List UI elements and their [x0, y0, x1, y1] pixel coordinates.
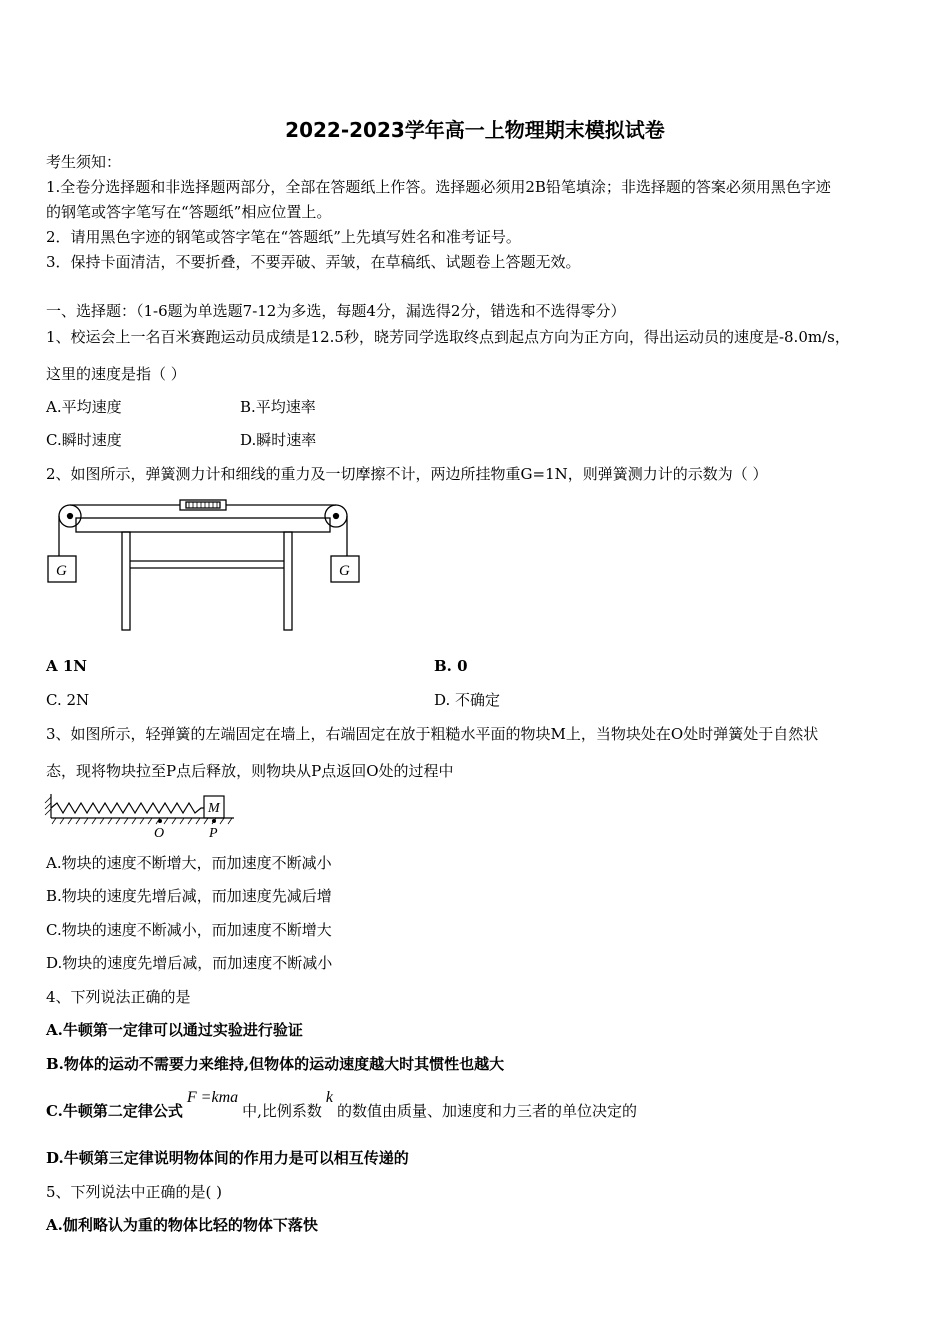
- q5-option-a: A.伽利略认为重的物体比轻的物体下落快: [46, 1216, 318, 1234]
- q1-stem-line1: 1、校运会上一名百米赛跑运动员成绩是12.5秒，晓芳同学选取终点到起点方向为正方向，得出运动员的速度是-8.0m/s，: [46, 328, 850, 346]
- q4-option-c-middle: 中,比例系数: [242, 1102, 322, 1120]
- point-p-label: P: [209, 826, 218, 840]
- q4-option-c-suffix: 的数值由质量、加速度和力三者的单位决定的: [337, 1102, 638, 1120]
- q3-option-c: C.物块的速度不断减小，而加速度不断增大: [46, 921, 332, 939]
- q3-option-a: A.物块的速度不断增大，而加速度不断减小: [46, 854, 332, 872]
- q5-stem: 5、下列说法中正确的是( ): [46, 1183, 223, 1201]
- notice-item-2: 2．请用黑色字迹的钢笔或答字笔在“答题纸”上先填写姓名和准考证号。: [46, 228, 521, 246]
- notice-item-1: 1.全卷分选择题和非选择题两部分，全部在答题纸上作答。选择题必须用2B铅笔填涂；非选择题的答案必须用黑色字迹: [46, 178, 831, 196]
- q1-option-a: A.平均速度: [46, 398, 122, 416]
- q4-option-a: A.牛顿第一定律可以通过实验进行验证: [46, 1021, 303, 1039]
- q3-stem-line1: 3、如图所示，轻弹簧的左端固定在墙上，右端固定在放于粗糙水平面的物块M上，当物块处在O处时弹簧处于自然状: [46, 725, 819, 743]
- q2-option-a: A 1N: [46, 657, 88, 675]
- q4-option-d: D.牛顿第三定律说明物体间的作用力是可以相互传递的: [46, 1149, 409, 1167]
- q2-stem: 2、如图所示，弹簧测力计和细线的重力及一切摩擦不计，两边所挂物重G=1N，则弹簧测力计的示数为（ ）: [46, 465, 768, 483]
- q4-option-c-prefix: C.牛顿第二定律公式: [46, 1102, 183, 1120]
- q3-option-b: B.物块的速度先增后减，而加速度先减后增: [46, 887, 332, 905]
- q3-option-d: D.物块的速度先增后减，而加速度不断减小: [46, 954, 333, 972]
- q3-diagram: [44, 792, 244, 840]
- q2-option-b: B. 0: [434, 657, 468, 675]
- q2-option-d: D. 不确定: [434, 691, 501, 709]
- q1-option-b: B.平均速率: [240, 398, 316, 416]
- notice-item-3: 3．保持卡面清洁，不要折叠，不要弄破、弄皱，在草稿纸、试题卷上答题无效。: [46, 253, 581, 271]
- point-o-label: O: [154, 826, 165, 840]
- q4-formula: F =kma: [186, 1089, 239, 1106]
- section-heading: 一、选择题：（1-6题为单选题7-12为多选，每题4分，漏选得2分，错选和不选得零分）: [46, 302, 626, 320]
- q1-stem-line2: 这里的速度是指（ ）: [46, 365, 186, 383]
- notice-heading: 考生须知：: [46, 153, 122, 171]
- q1-option-d: D.瞬时速率: [240, 431, 317, 449]
- weight-label-right: G: [339, 563, 350, 579]
- q2-option-c: C. 2N: [46, 691, 90, 709]
- block-label: M: [208, 801, 220, 816]
- q4-stem: 4、下列说法正确的是: [46, 988, 191, 1006]
- q1-option-c: C.瞬时速度: [46, 431, 122, 449]
- q3-stem-line2: 态，现将物块拉至P点后释放，则物块从P点返回O处的过程中: [46, 762, 454, 780]
- q4-k-symbol: k: [325, 1089, 334, 1106]
- page-title: 2022-2023学年高一上物理期末模拟试卷: [285, 118, 665, 142]
- notice-item-1-cont: 的钢笔或答字笔写在“答题纸”相应位置上。: [46, 203, 332, 221]
- q4-option-b: B.物体的运动不需要力来维持,但物体的运动速度越大时其惯性也越大: [46, 1055, 505, 1073]
- q2-diagram: [46, 495, 366, 635]
- q4-option-c: [46, 1089, 638, 1122]
- weight-label-left: G: [56, 563, 67, 579]
